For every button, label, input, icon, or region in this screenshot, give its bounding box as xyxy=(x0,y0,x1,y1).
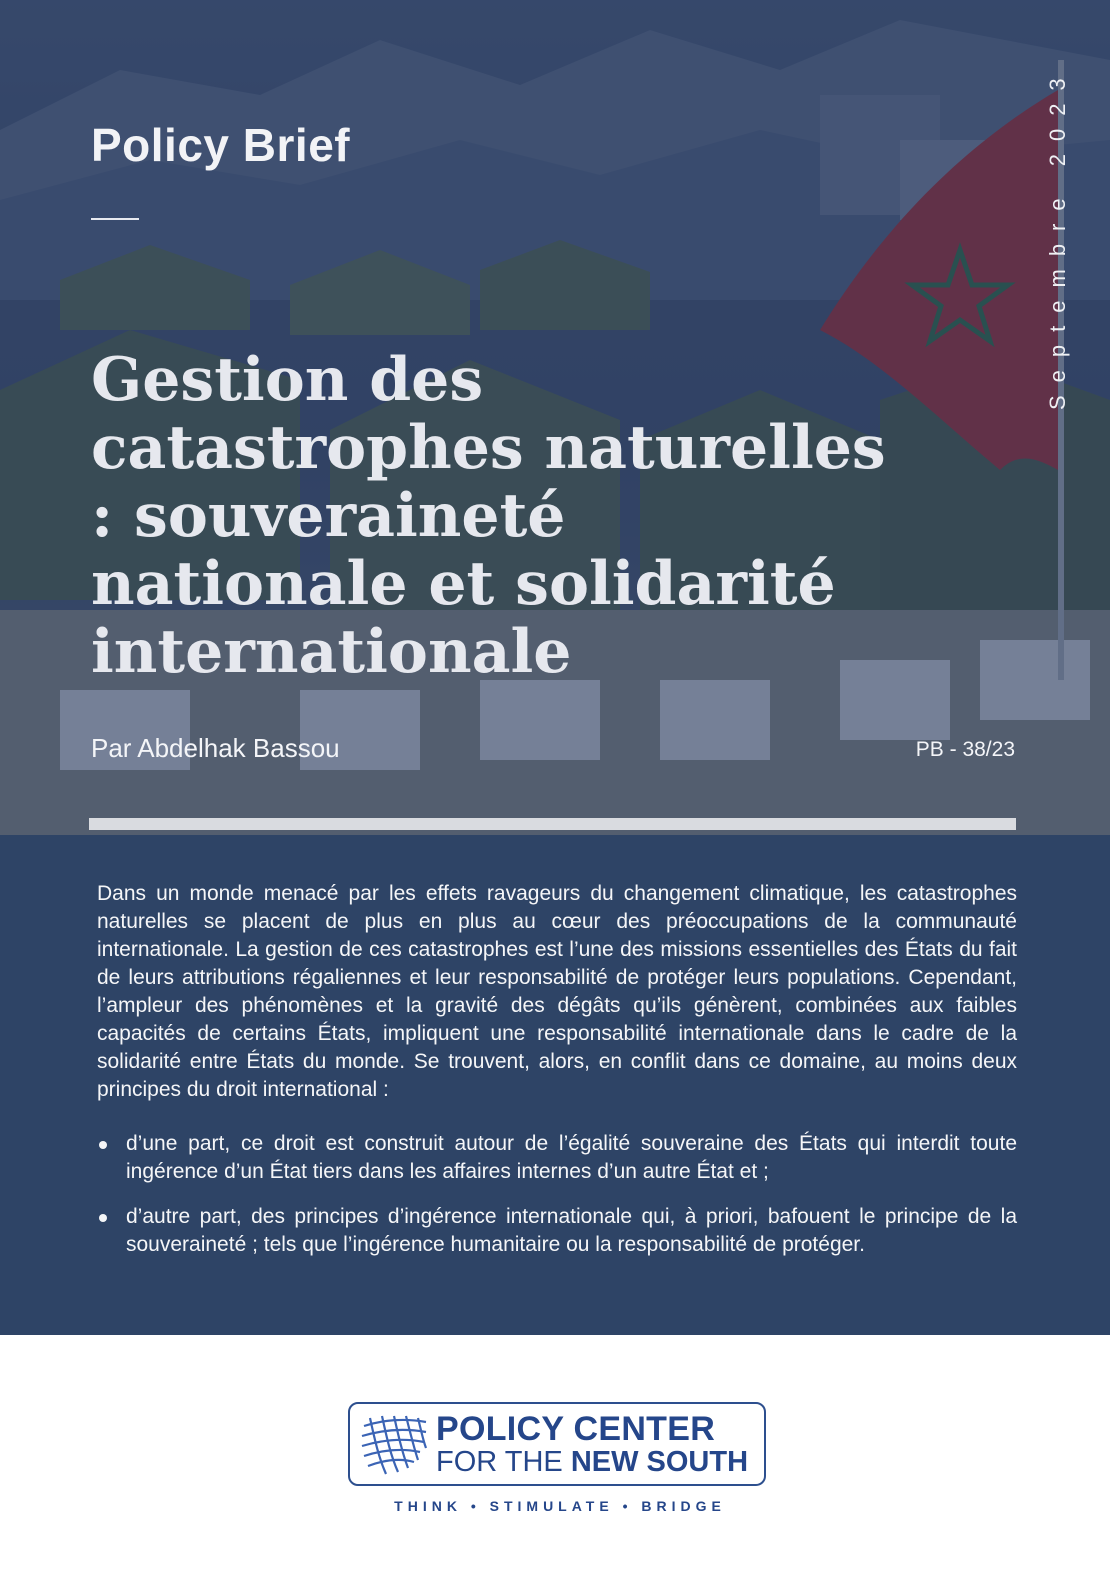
bullet-text: d’autre part, des principes d’ingérence internationale qui, à priori, bafouent le principe de la souveraineté ; tels que l’ingérence humanitaire ou la responsabilité de protéger. xyxy=(126,1205,1017,1256)
author-line: Par Abdelhak Bassou xyxy=(91,733,340,763)
publisher-logo xyxy=(348,1402,766,1486)
logo-text-line2 xyxy=(436,1446,748,1479)
bullet-icon xyxy=(99,1214,107,1222)
list-item xyxy=(97,1130,1017,1186)
abstract-bullet-list xyxy=(97,1130,1017,1276)
section-divider-bar xyxy=(89,818,1016,830)
logo-text-line2-prefix: FOR THE xyxy=(436,1446,571,1478)
document-type-label: Policy Brief xyxy=(91,119,351,171)
document-title: Gestion des catastrophes naturelles : souveraineté nationale et solidarité internationale xyxy=(91,345,886,687)
kicker-divider xyxy=(91,218,139,220)
abstract-panel xyxy=(0,835,1110,1335)
list-item xyxy=(97,1203,1017,1259)
brief-reference: PB - 38/23 xyxy=(915,738,1015,761)
logo-text-line2-bold: NEW SOUTH xyxy=(570,1446,749,1478)
bullet-icon xyxy=(99,1141,107,1149)
globe-grid-icon xyxy=(360,1412,430,1478)
publication-date: Septembre 2023 xyxy=(1045,65,1070,410)
logo-tagline: THINK • STIMULATE • BRIDGE xyxy=(394,1498,726,1514)
abstract-paragraph: Dans un monde menacé par les effets ravageurs du changement climatique, les catastrophes naturelles se placent de plus en plus au cœur des préoccupations de la communauté internationale. La gestion de ces catastrophes est l’une des missions essentielles des États du fait de leurs attributions régaliennes et leur responsabilité de protéger leurs populations. Cependant, l’ampleur des phénomènes et la gravité des dégâts qu’ils génèrent, combinées aux faibles capacités de certains États, impliquent une responsabilité internationale dans le cadre de la solidarité entre États du monde. Se trouvent, alors, en conflit dans ce domaine, au moins deux principes du droit international : xyxy=(97,882,1017,1101)
bullet-text: d’une part, ce droit est construit autour de l’égalité souveraine des États qui interdit toute ingérence d’un État tiers dans les affaires internes d’un autre État et ; xyxy=(126,1132,1017,1183)
logo-text-line1: POLICY CENTER xyxy=(436,1410,716,1448)
